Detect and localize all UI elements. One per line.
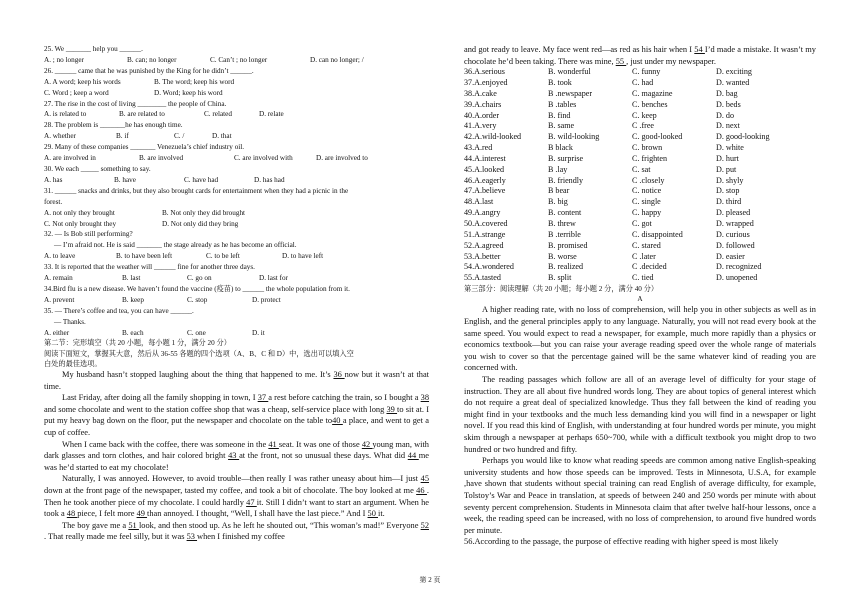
option-c[interactable]: C. have had [184,175,219,184]
cloze-option[interactable]: 49.A.angry [464,208,501,218]
option-b[interactable]: B. can; no longer [127,55,177,64]
option-c[interactable]: C. Word ; keep a word [44,88,109,97]
option-c[interactable]: C. stop [187,295,208,304]
passage-text: seat. It was one of those [278,439,362,449]
cloze-option[interactable]: 54.A.wondered [464,262,514,272]
reading-paragraph: The reading passages which follow are all of an average level of difficulty for your stage of instruction. They are all about five hundred words long. They are about topics of general interest which do not require a great deal of specialized knowledge. Thus they fall between the kind of reading you might find in your textbooks and the much less demanding kind you will find in a newspaper or light novel. If you read this kind of English, with understanding at four hundred words per minute, you might skim through a newspaper at perhaps 650~700, while with a difficult textbook you might drop to two hundred or two hundred and fifty. [464,375,816,454]
right-column [464,44,816,548]
passage-text: When I came back with the coffee, there was someone in the [62,439,269,449]
cloze-blank[interactable]: 48 [66,509,78,519]
option-b[interactable]: B. are involved [139,154,184,163]
cloze-blank[interactable]: 54 [694,45,705,54]
cloze-option[interactable]: D. followed [716,240,755,250]
cloze-option-row [464,78,816,89]
cloze-option-row [464,121,816,132]
question-25-stem: 25. We _______ help you ______. [44,45,143,53]
cloze-blank[interactable]: 37 [257,393,269,403]
cloze-option[interactable]: C .free [632,121,655,131]
cloze-option[interactable]: C. single [632,197,661,207]
option-b[interactable]: B. are related to [119,110,165,119]
cloze-option[interactable]: D. stop [716,186,740,196]
cloze-blank[interactable]: 50 [367,509,378,519]
cloze-option-row [464,186,816,197]
option-b[interactable]: B. keep [122,295,144,304]
cloze-blank[interactable]: 44 [407,451,419,461]
cloze-option-row [464,176,816,187]
cloze-blank[interactable]: 42 [361,439,373,449]
reading-paragraph: A higher reading rate, with no loss of comprehension, will help you in other subjects as well as in English, and the general principles apply to any language. Naturally, you will not read every book at the same speed. You would expect to read a newspaper, for example, much more rapidly than a physics or economics textbook—but you can raise your average reading speed over the whole range of materials you wish to cover so that the percentage gained will be the same whatever kind of reading you are concerned with. [464,305,816,373]
cloze-option[interactable]: D. unopened [716,273,758,283]
cloze-option-row [464,67,816,78]
cloze-option[interactable]: D. bag [716,88,738,98]
cloze-option-row [464,143,816,154]
cloze-option[interactable]: 38.A.cake [464,88,497,98]
passage-letter: A [637,295,643,304]
option-d[interactable]: D. relate [259,110,284,119]
passage-text: . That really made me feel silly, but it was [44,532,187,542]
cloze-paragraph [44,392,429,438]
page-number: 第 2 页 [419,576,441,584]
cloze-blank[interactable]: 41 [268,439,279,449]
option-d[interactable]: D. Not only did they bring [162,219,239,228]
cloze-option[interactable]: 42.A.wild-looked [464,132,522,142]
cloze-option[interactable]: B. wonderful [548,67,591,77]
section-2-instructions: 阅读下面短文，掌握其大意，然后从 36-55 各题的四个选项（A、B、C 和 D）中，选出可以填入空 [44,349,354,358]
cloze-paragraph [464,44,816,67]
section-2-title: 第二节：完形填空（共 20 小题，每小题 1 分，满分 20 分） [44,339,231,348]
cloze-option[interactable]: C. benches [632,99,668,109]
cloze-paragraph [44,473,429,519]
cloze-option[interactable]: C. got [632,219,652,228]
section-3-title: 第三部分：阅读理解（共 20 小题；每小题 2 分，满分 40 分） [464,285,659,294]
passage-text: piece, I felt more [77,509,137,519]
cloze-option-row [464,273,816,284]
question-32-stem-cont: — I’m afraid not. He is said _______ the stage already as he has become an official. [54,241,297,250]
cloze-option[interactable]: C. happy [632,208,662,218]
cloze-option[interactable]: D. hurt [716,153,739,163]
passage-text: and some chocolate and went to the station coffee shop that was a cheap, self-service place with long [44,404,387,414]
question-31-options [44,208,429,219]
option-a[interactable]: A. ; no longer [44,55,84,64]
cloze-paragraph [44,520,429,543]
cloze-option[interactable]: D. next [716,121,740,131]
option-a[interactable]: A. are involved in [44,154,96,163]
passage-text: young man, with dark glasses and torn clothes, and hair colored bright [44,439,429,461]
option-c[interactable]: C. related [204,110,232,119]
passage-text: me was he’d started to eat my chocolate! [44,451,430,472]
question-28-options [44,131,429,142]
option-d[interactable]: D. are involved to [316,154,368,163]
option-c[interactable]: C. go on [187,274,212,283]
cloze-options-table [464,67,816,284]
cloze-option[interactable]: 40.A.order [464,110,500,120]
cloze-option[interactable]: B bear [548,186,570,196]
cloze-option-row [464,111,816,122]
cloze-passage [44,369,429,543]
option-a[interactable]: A. is related to [44,110,87,119]
option-a[interactable]: A. prevent [44,295,75,304]
cloze-blank[interactable]: 51 [128,520,139,530]
cloze-option[interactable]: D. easier [716,251,745,261]
cloze-option[interactable]: 55.A.tasted [464,273,501,283]
cloze-option[interactable]: C. stared [632,240,661,250]
cloze-blank[interactable]: 38 [420,393,430,403]
cloze-blank[interactable]: 43 [228,451,240,461]
cloze-option[interactable]: C. magazine [632,88,673,98]
option-b[interactable]: B. each [122,328,144,337]
cloze-blank[interactable]: 53 [186,532,198,542]
option-d[interactable]: D. to have left [282,252,324,261]
cloze-option[interactable]: D. put [716,164,737,174]
cloze-option[interactable]: C .decided [632,262,667,272]
cloze-option[interactable]: 45.A.looked [464,164,505,174]
option-c[interactable]: C. Not only brought they [44,219,117,228]
cloze-option[interactable]: C. keep [632,110,657,120]
passage-text: . Then he took another piece of my chocolate. I could hardly [44,486,430,507]
cloze-option[interactable]: 43.A.red [464,143,493,153]
cloze-option[interactable]: C .closely [632,175,665,185]
option-b[interactable]: B. if [116,132,129,141]
cloze-blank[interactable]: 45 [420,474,429,484]
cloze-option[interactable]: B. threw [548,219,576,228]
question-28-stem: 28. The problem is _______he has enough time. [44,121,183,130]
cloze-blank[interactable]: 36 [333,370,345,380]
passage-text: than annoyed. I thought, “Well, I shall have the last piece.” And I [147,509,368,519]
question-31-stem: 31. ______ snacks and drinks, but they also brought cards for entertainment when they had a picnic in the [44,186,349,195]
passage-text: to sit at. I put my heavy bag down on the floor, put the newspaper and chocolate on the table to [44,404,430,426]
option-d[interactable]: D. last for [259,274,288,283]
cloze-option[interactable]: C. sat [632,164,651,174]
passage-text: and got ready to leave. My face went red—as red as his hair when I [464,45,695,54]
left-column [44,44,429,543]
cloze-option[interactable]: 48.A.last [464,197,494,207]
option-a[interactable]: A. whether [44,132,76,141]
option-b[interactable]: B. The word; keep his word [154,77,235,86]
question-26-options [44,77,429,88]
cloze-option[interactable]: C. brown [632,143,663,153]
reading-passage-a [464,304,816,547]
passage-text: down at the front page of the newspaper, tasted my coffee, and took a bit of chocolate. The boy looked at me [44,486,417,496]
cloze-option[interactable]: D. curious [716,229,750,239]
cloze-passage-cont [464,44,816,67]
cloze-option[interactable]: B. took [548,78,572,88]
cloze-option[interactable]: C. frighten [632,153,668,163]
cloze-option[interactable]: D. good-looking [716,132,770,142]
question-27-options [44,109,429,120]
question-25-options [44,55,429,66]
cloze-option[interactable]: D. recognized [716,262,762,272]
cloze-option-row [464,154,816,165]
cloze-blank[interactable]: 39 [386,404,398,414]
cloze-option[interactable]: 44.A.interest [464,153,506,163]
question-35-options [44,328,429,339]
cloze-option[interactable]: B. surprise [548,153,584,163]
cloze-option-row [464,219,816,230]
option-a[interactable]: A. either [44,328,70,337]
question-29-stem: 29. Many of these companies _______ Venezuela’s chief industry oil. [44,143,245,152]
question-31-stem-cont: forest. [44,197,63,206]
cloze-blank[interactable]: 47 [246,497,257,507]
cloze-option[interactable]: D. shyly [716,175,744,185]
cloze-option[interactable]: B. find [548,110,571,120]
option-d[interactable]: D. Word; keep his word [154,88,223,97]
question-35-stem: 35. — There’s coffee and tea, you can have ______. [44,306,194,315]
cloze-option[interactable]: 37.A.enjoyed [464,78,508,88]
passage-text: at the front, not so unusual these days. What did [239,451,408,461]
cloze-option[interactable]: B. same [548,121,575,131]
question-34-options [44,295,429,306]
question-34-stem: 34.Bird flu is a new disease. We haven’t found the vaccine (疫苗) to ______ the whole population from it. [44,284,350,293]
option-c[interactable]: C. Can’t ; no longer [210,55,268,64]
option-d[interactable]: D. protect [252,295,281,304]
cloze-option[interactable]: B .tables [548,99,577,109]
passage-text: Naturally, I was annoyed. However, to avoid trouble—then really I was rather uneasy about him—I just [62,474,421,484]
option-c[interactable]: C. are involved with [234,154,293,163]
option-a[interactable]: A. has [44,175,63,184]
cloze-option[interactable]: B .newspaper [548,88,593,98]
cloze-option[interactable]: 41.A.very [464,121,497,131]
option-d[interactable]: D. can no longer; / [310,55,364,64]
cloze-blank[interactable]: 46 [416,486,427,496]
option-d[interactable]: D. that [212,132,232,141]
option-c[interactable]: C. to be left [206,252,240,261]
option-c[interactable]: C. one [187,328,206,337]
cloze-option[interactable]: D. beds [716,99,741,109]
question-30-options [44,175,429,186]
option-b[interactable]: B. have [114,175,136,184]
cloze-paragraph [44,439,429,474]
cloze-option[interactable]: B. wild-looking [548,132,600,142]
cloze-option[interactable]: 36.A.serious [464,67,505,77]
question-29-options [44,153,429,164]
cloze-option[interactable]: B. worse [548,251,577,261]
passage-text: My husband hasn’t stopped laughing about the thing that happened to me. It’s [62,370,334,380]
cloze-option-row [464,208,816,219]
passage-text: a place, and went to get a cup of coffee. [44,416,430,438]
passage-text: The boy gave me a [62,520,129,530]
cloze-option[interactable]: D. exciting [716,67,752,77]
cloze-option[interactable]: C. disappointed [632,229,683,239]
cloze-option[interactable]: 46.A.eagerly [464,175,506,185]
option-a[interactable]: A. A word; keep his words [44,77,121,86]
cloze-option[interactable]: D. white [716,143,744,153]
cloze-option[interactable]: B .terrible [548,229,581,239]
passage-text: when I finished my coffee [197,532,285,542]
cloze-option[interactable]: D. wanted [716,78,750,88]
cloze-option[interactable]: D. third [716,197,742,207]
option-d[interactable]: D. has had [254,175,285,184]
cloze-option[interactable]: 47.A.believe [464,186,506,196]
question-27-stem: 27. The rise in the cost of living ________ the people of China. [44,99,227,108]
question-33-stem: 33. It is reported that the weather will ______ fine for another three days. [44,263,255,272]
question-26-stem: 26. ______ came that he was punished by the King for he didn’t ______. [44,66,254,75]
reading-paragraph: Perhaps you would like to know what reading speeds are common among native English-speaking university students and how those speeds can be improved. Tests in Minnesota, U.S.A, for example ,have shown that students without special training can read English of average difficulty, for example, Tolstoy’s War and Peace in translation, at speeds of between 240 and 250 words per minute with about seventy percent comprehension. Students in Minnesota claim that after twelve half-hour lessons, once a week, the reading speed can be increased, with no loss of comprehension, to around five hundred words per minute. [464,456,816,535]
cloze-option[interactable]: 53.A.better [464,251,501,261]
question-26-options-2 [44,88,429,99]
passage-text: a rest before catching the train, so I bought a [268,393,421,403]
cloze-option[interactable]: B. friendly [548,175,584,185]
question-32-options [44,251,429,262]
cloze-option-row [464,230,816,241]
cloze-option-row [464,262,816,273]
option-b[interactable]: B. to have been left [116,252,173,261]
passage-text: now but it wasn’t at that time. [44,370,430,391]
cloze-option[interactable]: B. realized [548,262,584,272]
option-b[interactable]: B. last [122,274,141,283]
cloze-option[interactable]: B. big [548,197,568,207]
passage-text: look, and then stood up. As he left he shouted out, “This woman’s mad!” Everyone [138,520,421,530]
cloze-option-row [464,197,816,208]
option-c[interactable]: C. / [174,132,185,141]
option-a[interactable]: A. not only they brought [44,208,115,217]
cloze-option-row [464,89,816,100]
option-d[interactable]: D. it [252,328,265,337]
cloze-option[interactable]: B. promised [548,240,588,250]
cloze-blank[interactable]: 49 [136,509,148,519]
cloze-option-row [464,100,816,111]
cloze-option[interactable]: C. had [632,78,654,88]
cloze-blank[interactable]: 55 [615,56,627,66]
cloze-option[interactable]: B. split [548,273,572,283]
passage-text: , just under my newspaper. [626,56,716,66]
cloze-option[interactable]: D. wrapped [716,219,754,228]
cloze-blank[interactable]: 40 [332,416,343,426]
cloze-option[interactable]: 39.A.chairs [464,99,502,109]
passage-text: it. [378,509,385,519]
question-31-options-2 [44,219,429,230]
cloze-blank[interactable]: 52 [420,520,429,530]
question-35-stem-cont: — Thanks. [54,317,86,326]
cloze-option[interactable]: 50.A.covered [464,219,508,228]
cloze-option[interactable]: C. good-looked [632,132,683,142]
cloze-option[interactable]: C .later [632,251,656,261]
question-30-stem: 30. We each _____ something to say. [44,164,151,173]
passage-text: I’d made a mistake. It wasn’t my chocolate he’d been taking. There was mine, [464,45,816,66]
cloze-option[interactable]: 52.A.agreed [464,240,504,250]
cloze-option[interactable]: C. funny [632,67,661,77]
passage-text: Last Friday, after doing all the family shopping in town, I [62,393,258,403]
cloze-option-row [464,252,816,263]
option-a[interactable]: A. remain [44,274,73,283]
cloze-option[interactable]: B black [548,143,573,153]
cloze-option-row [464,132,816,143]
cloze-option-row [464,165,816,176]
passage-text: it. Still I didn’t want to start an argument. When he took a [44,497,429,519]
question-32-stem: 32. — Is Bob still performing? [44,230,133,239]
cloze-paragraph [44,369,429,392]
cloze-option[interactable]: 51.A.strange [464,229,506,239]
option-a[interactable]: A. to leave [44,252,76,261]
option-b[interactable]: B. Not only they did brought [162,208,246,217]
question-56-stem: 56.According to the passage, the purpose of effective reading with higher speed is most likely [464,537,779,547]
cloze-option[interactable]: B. content [548,208,582,218]
cloze-option[interactable]: C. notice [632,186,662,196]
cloze-option[interactable]: D. pleased [716,208,751,218]
cloze-option[interactable]: D. do [716,110,734,120]
cloze-option[interactable]: C. tied [632,273,654,283]
section-2-instructions-cont: 白处的最佳选项。 [44,359,102,368]
cloze-option[interactable]: B .lay [548,164,568,174]
cloze-option-row [464,241,816,252]
question-33-options [44,273,429,284]
